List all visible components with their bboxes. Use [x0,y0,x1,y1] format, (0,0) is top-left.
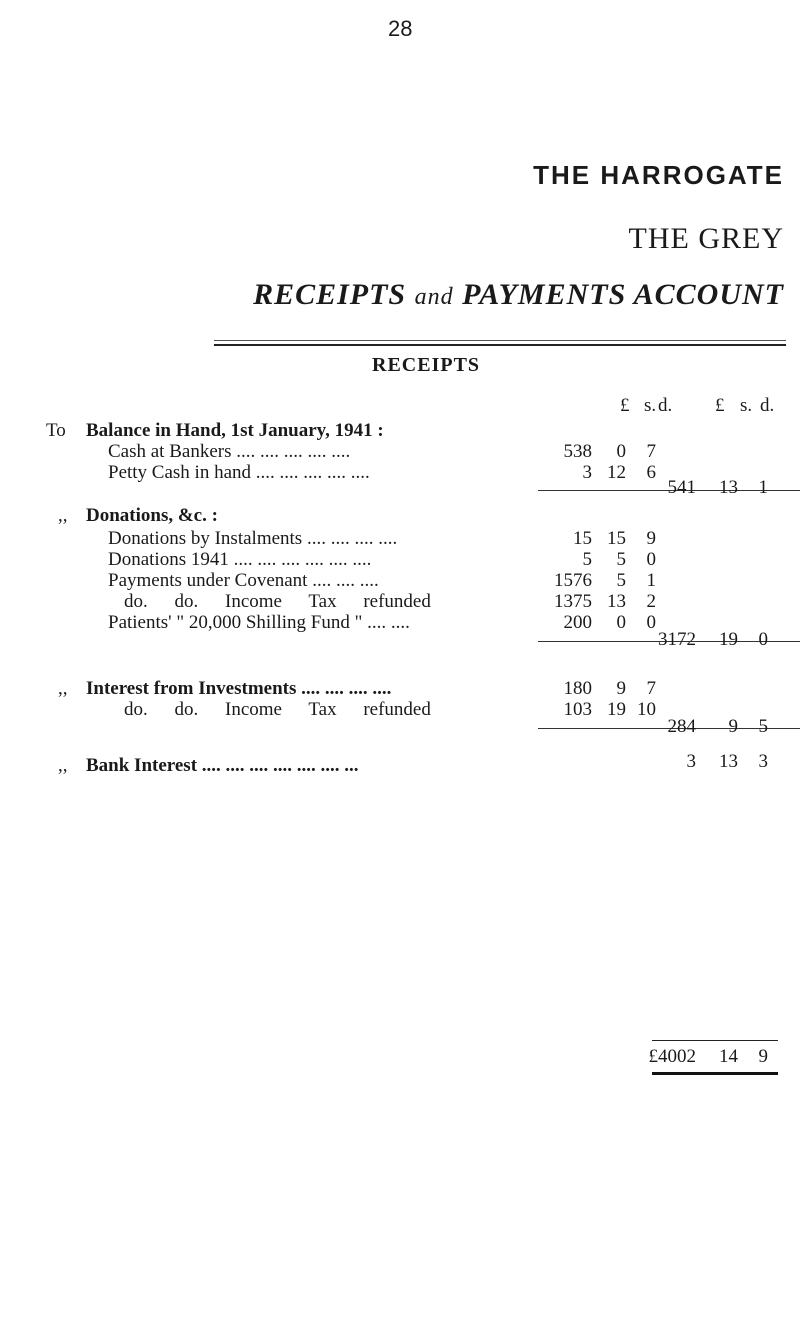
donations-total-shillings: 19 [719,629,738,650]
interest-line-shillings: 9 [616,678,626,699]
bank-total-pounds: 3 [686,751,696,772]
donations-line-pence: 1 [646,570,656,591]
donations-line-pence: 0 [646,549,656,570]
col-outer-pence: d. [760,395,775,416]
donations-line-label: Patients' " 20,000 Shilling Fund " .... .... [108,612,410,633]
col-outer-pounds: £ [715,395,725,416]
donations-line-pence: 9 [646,528,656,549]
balance-total-pence: 1 [758,477,768,498]
title-receipts-payments [253,278,784,312]
donations-line-pence: 0 [646,612,656,633]
col-inner-pence: d. [658,395,673,416]
donations-line-label: Donations 1941 .... .... .... .... .... .... [108,549,372,570]
donations-line-pounds: 1375 [554,591,592,612]
donations-total-pounds: 3172 [658,629,696,650]
interest-total-pence: 5 [758,716,768,737]
donations-line-label: Payments under Covenant .... .... .... [108,570,379,591]
balance-total-pounds: 541 [667,477,696,498]
donations-line-pounds: 15 [573,528,592,549]
bank-heading: Bank Interest .... .... .... .... .... .... ... [86,755,359,776]
donations-line-pounds: 5 [582,549,592,570]
donations-line-label: Donations by Instalments .... .... .... .... [108,528,398,549]
donations-line-pounds: 200 [563,612,592,633]
donations-line-shillings: 5 [616,549,626,570]
title-payments-account: PAYMENTS ACCOUNT [462,278,784,311]
bank-prefix: ,, [58,755,68,776]
balance-line-shillings: 0 [616,441,626,462]
interest-line-pence: 10 [637,699,656,720]
grand-total-rule-top [652,1040,778,1041]
title-and: and [414,284,454,310]
section-heading: RECEIPTS [372,354,481,376]
page-number: 28 [388,16,413,41]
grand-total-shillings: 14 [719,1046,738,1067]
interest-line-shillings: 19 [607,699,626,720]
header-rule-thick [214,344,786,346]
interest-line-pounds: 180 [563,678,592,699]
balance-line-label: Petty Cash in hand .... .... .... .... .... [108,462,370,483]
donations-line-pence: 2 [646,591,656,612]
balance-total-shillings: 13 [719,477,738,498]
col-inner-pounds: £ [620,395,630,416]
interest-prefix: ,, [58,678,68,699]
donations-line-shillings: 15 [607,528,626,549]
grand-total-pounds: £4002 [648,1046,696,1067]
donations-total-pence: 0 [758,629,768,650]
balance-heading: Balance in Hand, 1st January, 1941 : [86,420,384,441]
interest-line-pounds: 103 [563,699,592,720]
grand-total-pence: 9 [758,1046,768,1067]
donations-line-shillings: 0 [616,612,626,633]
donations-line-label: do. do. Income Tax refunded [124,591,431,612]
header-rule-thin [214,340,786,341]
donations-line-shillings: 13 [607,591,626,612]
title-harrogate: THE HARROGATE [533,160,784,190]
interest-line-label: do. do. Income Tax refunded [124,699,431,720]
col-outer-shillings: s. [740,395,753,416]
title-grey: THE GREY [628,222,784,255]
balance-line-label: Cash at Bankers .... .... .... .... .... [108,441,351,462]
bank-total-shillings: 13 [719,751,738,772]
interest-heading: Interest from Investments .... .... .... .... [86,678,392,699]
balance-line-pounds: 538 [563,441,592,462]
interest-line-pence: 7 [646,678,656,699]
balance-line-shillings: 12 [607,462,626,483]
col-inner-shillings: s. [644,395,657,416]
title-receipts: RECEIPTS [253,278,407,311]
interest-total-pounds: 284 [667,716,696,737]
balance-prefix: To [46,420,66,441]
balance-line-pounds: 3 [582,462,592,483]
donations-line-pounds: 1576 [554,570,592,591]
donations-heading: Donations, &c. : [86,505,218,526]
donations-prefix: ,, [58,505,68,526]
balance-line-pence: 6 [646,462,656,483]
grand-total-rule-bottom [652,1072,778,1075]
balance-line-pence: 7 [646,441,656,462]
interest-total-shillings: 9 [728,716,738,737]
bank-total-pence: 3 [758,751,768,772]
donations-line-shillings: 5 [616,570,626,591]
